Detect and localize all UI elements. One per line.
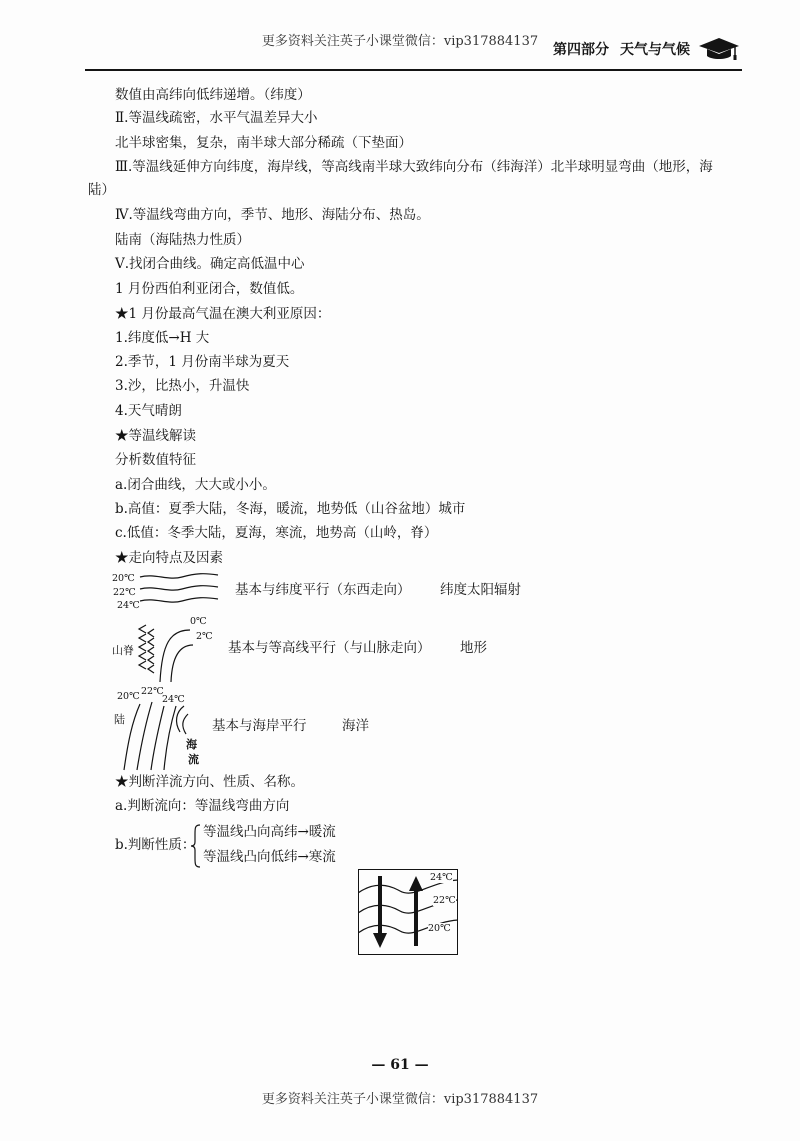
current-label: 流 [188,753,199,766]
line-isotherm-bending: Ⅳ.等温线弯曲方向，季节、地形、海陆分布、热岛。 [115,207,430,223]
isotherm-line [124,704,140,770]
section-title: 天气与气候 [620,42,690,58]
mountain-ridge-marks [139,625,154,673]
page-number: — 61 — [371,1057,429,1073]
arrow-down-head [373,933,387,948]
isotherm-label: 20℃ [117,691,140,702]
latitude-description: 基本与纬度平行（东西走向） [235,582,411,598]
isotherm-label: 24℃ [430,872,453,883]
isotherm-label: 22℃ [433,895,456,906]
watermark-top: 更多资料关注英子小课堂微信：vip317884137 [261,34,539,49]
section-label: 第四部分 [553,42,609,58]
latitude-factor: 纬度太阳辐射 [440,582,521,598]
land-label: 陆 [114,713,125,726]
line-isotherm-density: Ⅱ.等温线疏密，水平气温差异大小 [115,110,318,126]
brace-icon [190,824,202,868]
list-item: c.低值：冬季大陆，夏海，寒流，地势高（山岭，脊） [115,525,438,541]
list-item: 2.季节，1 月份南半球为夏天 [115,354,290,370]
isotherm-label: 24℃ [117,600,140,611]
isotherm-line [151,706,164,770]
isotherm-label: 22℃ [113,587,136,598]
list-item: a.判断流向：等温线弯曲方向 [115,798,290,814]
line-latitude-gradient: 数值由高纬向低纬递增。（纬度） [115,87,311,103]
isotherm-line [164,706,176,770]
current-label: 海 [186,738,197,751]
subheading-value-features: 分析数值特征 [115,452,196,468]
graduation-cap-icon [698,36,740,62]
line-land-sea: 陆南（海陆热力性质） [115,232,250,248]
isotherm-line [171,645,193,682]
line-siberia: 1 月份西伯利亚闭合，数值低。 [115,281,304,297]
heading-isotherm-reading: ★等温线解读 [115,428,196,444]
isotherm-line [140,598,218,602]
heading-ocean-current: ★判断洋流方向、性质、名称。 [115,774,304,790]
terrain-factor: 地形 [460,640,487,656]
cold-current-rule: 等温线凸向低纬→寒流 [203,849,336,865]
line-hemisphere-density: 北半球密集，复杂，南半球大部分稀疏（下垫面） [115,135,412,151]
ridge-label: 山脊 [112,644,134,657]
isotherm-label: 20℃ [112,573,135,584]
isotherm-line [140,586,218,590]
header-rule [85,69,742,71]
coast-factor: 海洋 [342,718,369,734]
line-isotherm-direction: Ⅲ.等温线延伸方向纬度，海岸线，等高线南半球大致纬向分布（纬海洋）北半球明显弯曲（地形，海 [115,159,713,175]
list-item: a.闭合曲线，大大或小小。 [115,477,276,493]
arrow-up-head [409,876,423,891]
latitude-isotherm-diagram [136,570,222,612]
list-item: 4.天气晴朗 [115,403,182,419]
line-isotherm-direction-cont: 陆） [88,182,115,198]
isotherm-label: 22℃ [141,686,164,697]
terrain-isotherm-diagram [132,618,196,684]
isotherm-label: 24℃ [162,694,185,705]
watermark-bottom: 更多资料关注英子小课堂微信：vip317884137 [261,1092,539,1107]
list-item: 1.纬度低→H 大 [115,330,210,346]
heading-australia-reasons: ★1 月份最高气温在澳大利亚原因： [115,306,331,322]
warm-current-rule: 等温线凸向高纬→暖流 [203,824,336,840]
coast-isotherm-diagram [118,698,190,772]
isotherm-label: 2℃ [196,631,213,642]
isotherm-line [137,702,152,770]
isotherm-line [160,630,190,682]
coast-description: 基本与海岸平行 [212,718,307,734]
current-arc [183,714,188,734]
line-closed-curve: Ⅴ.找闭合曲线。确定高低温中心 [115,256,305,272]
list-item: 3.沙，比热小，升温快 [115,378,250,394]
isotherm-line [140,574,218,578]
list-item: b.高值：夏季大陆，冬海，暖流，地势低（山谷盆地）城市 [115,501,466,517]
terrain-description: 基本与等高线平行（与山脉走向） [228,640,431,656]
heading-trend-factors: ★走向特点及因素 [115,550,223,566]
isotherm-label: 20℃ [428,923,451,934]
nature-label: b.判断性质： [115,837,196,853]
isotherm-label: 0℃ [190,616,207,627]
